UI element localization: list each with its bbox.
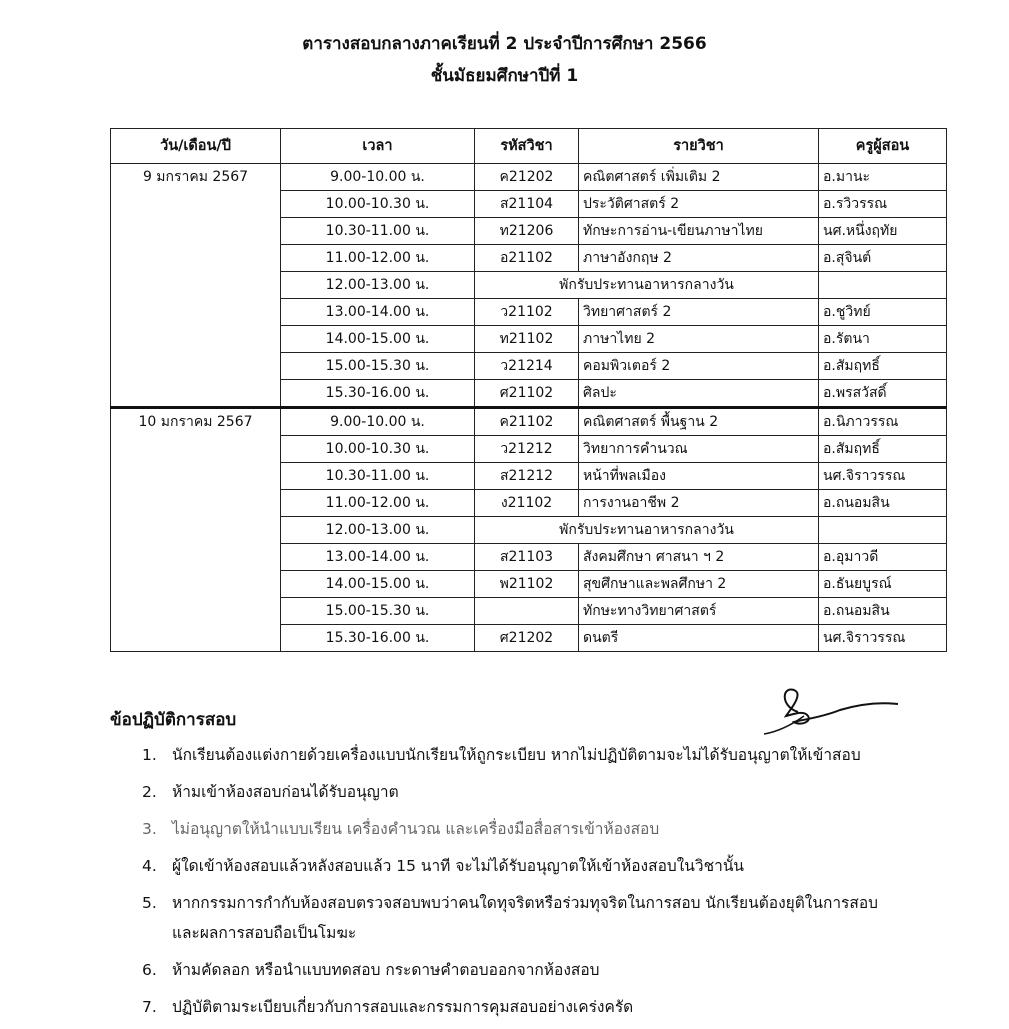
teacher-name: อ.รัตนา bbox=[819, 326, 947, 353]
teacher-name: อ.ถนอมสิน bbox=[819, 598, 947, 625]
rule-item bbox=[142, 777, 962, 807]
exam-date: 10 มกราคม 2567 bbox=[111, 408, 281, 652]
subject-name: ประวัติศาสตร์ 2 bbox=[579, 191, 819, 218]
subject-name: ดนตรี bbox=[579, 625, 819, 652]
rule-number: 4. bbox=[142, 857, 157, 875]
subject-code: ว21102 bbox=[475, 299, 579, 326]
exam-time: 15.30-16.00 น. bbox=[281, 380, 475, 408]
subject-code: ท21206 bbox=[475, 218, 579, 245]
subject-name: ศิลปะ bbox=[579, 380, 819, 408]
exam-time: 9.00-10.00 น. bbox=[281, 408, 475, 436]
subject-code: ว21212 bbox=[475, 436, 579, 463]
teacher-name: นศ.จิราวรรณ bbox=[819, 463, 947, 490]
signature-icon bbox=[760, 676, 900, 736]
subject-code: ว21214 bbox=[475, 353, 579, 380]
exam-time: 10.00-10.30 น. bbox=[281, 191, 475, 218]
exam-time: 15.30-16.00 น. bbox=[281, 625, 475, 652]
column-header-date: วัน/เดือน/ปี bbox=[111, 129, 281, 164]
table-row bbox=[111, 164, 947, 191]
rule-item bbox=[142, 955, 962, 985]
subject-name: ทักษะทางวิทยาศาสตร์ bbox=[579, 598, 819, 625]
subject-name: ทักษะการอ่าน-เขียนภาษาไทย bbox=[579, 218, 819, 245]
teacher-name: อ.นิภาวรรณ bbox=[819, 408, 947, 436]
rule-text: และผลการสอบถือเป็นโมฆะ bbox=[172, 924, 357, 942]
rule-number: 1. bbox=[142, 746, 157, 764]
exam-time: 10.30-11.00 น. bbox=[281, 218, 475, 245]
rule-text: ไม่อนุญาตให้นำแบบเรียน เครื่องคำนวณ และเครื่องมือสื่อสารเข้าห้องสอบ bbox=[172, 820, 660, 838]
rule-item bbox=[142, 888, 962, 948]
rule-item bbox=[142, 814, 962, 844]
column-header-teacher: ครูผู้สอน bbox=[819, 129, 947, 164]
subject-name: หน้าที่พลเมือง bbox=[579, 463, 819, 490]
subject-code: ค21102 bbox=[475, 408, 579, 436]
document-title: ตารางสอบกลางภาคเรียนที่ 2 ประจำปีการศึกษา 2566 bbox=[302, 34, 707, 54]
rule-number: 6. bbox=[142, 961, 157, 979]
exam-time: 13.00-14.00 น. bbox=[281, 299, 475, 326]
lunch-break-filler bbox=[819, 517, 947, 544]
teacher-name: อ.สัมฤทธิ์ bbox=[819, 353, 947, 380]
subject-name: วิทยาศาสตร์ 2 bbox=[579, 299, 819, 326]
teacher-name: อ.มานะ bbox=[819, 164, 947, 191]
subject-name: การงานอาชีพ 2 bbox=[579, 490, 819, 517]
subject-code: ง21102 bbox=[475, 490, 579, 517]
exam-time: 10.00-10.30 น. bbox=[281, 436, 475, 463]
teacher-name: อ.ชูวิทย์ bbox=[819, 299, 947, 326]
teacher-name: อ.รวิวรรณ bbox=[819, 191, 947, 218]
lunch-break: พักรับประทานอาหารกลางวัน bbox=[475, 272, 819, 299]
table-header-row bbox=[111, 129, 947, 164]
column-header-code: รหัสวิชา bbox=[475, 129, 579, 164]
rule-number: 5. bbox=[142, 894, 157, 912]
teacher-name: อ.พรสวัสดิ์ bbox=[819, 380, 947, 408]
subject-code: ท21102 bbox=[475, 326, 579, 353]
subject-name: ภาษาอังกฤษ 2 bbox=[579, 245, 819, 272]
rule-number: 3. bbox=[142, 820, 157, 838]
subject-name: ภาษาไทย 2 bbox=[579, 326, 819, 353]
rule-number: 7. bbox=[142, 998, 157, 1016]
rule-number: 2. bbox=[142, 783, 157, 801]
subject-name: วิทยาการคำนวณ bbox=[579, 436, 819, 463]
subject-name: สุขศึกษาและพลศึกษา 2 bbox=[579, 571, 819, 598]
column-header-subject: รายวิชา bbox=[579, 129, 819, 164]
subject-code: ส21104 bbox=[475, 191, 579, 218]
subject-code bbox=[475, 598, 579, 625]
rule-text: หากกรรมการกำกับห้องสอบตรวจสอบพบว่าคนใดทุจริตหรือร่วมทุจริตในการสอบ นักเรียนต้องยุติในการสอบ bbox=[172, 894, 878, 912]
teacher-name: อ.สุจินต์ bbox=[819, 245, 947, 272]
subject-code: ส21212 bbox=[475, 463, 579, 490]
rule-item bbox=[142, 851, 962, 881]
rule-item bbox=[142, 740, 962, 770]
teacher-name: อ.ถนอมสิน bbox=[819, 490, 947, 517]
lunch-break-filler bbox=[819, 272, 947, 299]
exam-time: 11.00-12.00 น. bbox=[281, 490, 475, 517]
table-row bbox=[111, 408, 947, 436]
lunch-break: พักรับประทานอาหารกลางวัน bbox=[475, 517, 819, 544]
rule-text: ปฏิบัติตามระเบียบเกี่ยวกับการสอบและกรรมการคุมสอบอย่างเคร่งครัด bbox=[172, 998, 634, 1016]
teacher-name: นศ.หนึ่งฤทัย bbox=[819, 218, 947, 245]
rules-heading: ข้อปฏิบัติการสอบ bbox=[110, 710, 237, 730]
teacher-name: อ.ธันยบูรณ์ bbox=[819, 571, 947, 598]
table-body bbox=[111, 164, 947, 652]
rule-text: ห้ามเข้าห้องสอบก่อนได้รับอนุญาต bbox=[172, 783, 399, 801]
subject-code: ค21202 bbox=[475, 164, 579, 191]
exam-date: 9 มกราคม 2567 bbox=[111, 164, 281, 408]
subject-code: ศ21202 bbox=[475, 625, 579, 652]
exam-time: 14.00-15.00 น. bbox=[281, 571, 475, 598]
exam-time: 15.00-15.30 น. bbox=[281, 353, 475, 380]
exam-time: 9.00-10.00 น. bbox=[281, 164, 475, 191]
exam-time: 12.00-13.00 น. bbox=[281, 272, 475, 299]
teacher-name: อ.สัมฤทธิ์ bbox=[819, 436, 947, 463]
document-subtitle: ชั้นมัธยมศึกษาปีที่ 1 bbox=[430, 66, 579, 86]
exam-time: 14.00-15.00 น. bbox=[281, 326, 475, 353]
subject-code: ศ21102 bbox=[475, 380, 579, 408]
rule-text: ผู้ใดเข้าห้องสอบแล้วหลังสอบแล้ว 15 นาที จะไม่ได้รับอนุญาตให้เข้าห้องสอบในวิชานั้น bbox=[172, 857, 745, 875]
teacher-name: นศ.จิราวรรณ bbox=[819, 625, 947, 652]
exam-time: 10.30-11.00 น. bbox=[281, 463, 475, 490]
rule-text: ห้ามคัดลอก หรือนำแบบทดสอบ กระดาษคำตอบออกจากห้องสอบ bbox=[172, 961, 600, 979]
rule-text: นักเรียนต้องแต่งกายด้วยเครื่องแบบนักเรียนให้ถูกระเบียบ หากไม่ปฏิบัติตามจะไม่ได้รับอนุญาตให้เข้าสอบ bbox=[172, 746, 861, 764]
subject-name: คณิตศาสตร์ พื้นฐาน 2 bbox=[579, 408, 819, 436]
rules-list bbox=[142, 740, 962, 1029]
column-header-time: เวลา bbox=[281, 129, 475, 164]
subject-name: คณิตศาสตร์ เพิ่มเติม 2 bbox=[579, 164, 819, 191]
subject-name: คอมพิวเตอร์ 2 bbox=[579, 353, 819, 380]
rule-item bbox=[142, 992, 962, 1022]
exam-time: 12.00-13.00 น. bbox=[281, 517, 475, 544]
subject-name: สังคมศึกษา ศาสนา ฯ 2 bbox=[579, 544, 819, 571]
teacher-name: อ.อุมาวดี bbox=[819, 544, 947, 571]
exam-time: 15.00-15.30 น. bbox=[281, 598, 475, 625]
subject-code: ส21103 bbox=[475, 544, 579, 571]
subject-code: พ21102 bbox=[475, 571, 579, 598]
exam-schedule-table bbox=[110, 128, 947, 652]
subject-code: อ21102 bbox=[475, 245, 579, 272]
exam-time: 11.00-12.00 น. bbox=[281, 245, 475, 272]
exam-time: 13.00-14.00 น. bbox=[281, 544, 475, 571]
